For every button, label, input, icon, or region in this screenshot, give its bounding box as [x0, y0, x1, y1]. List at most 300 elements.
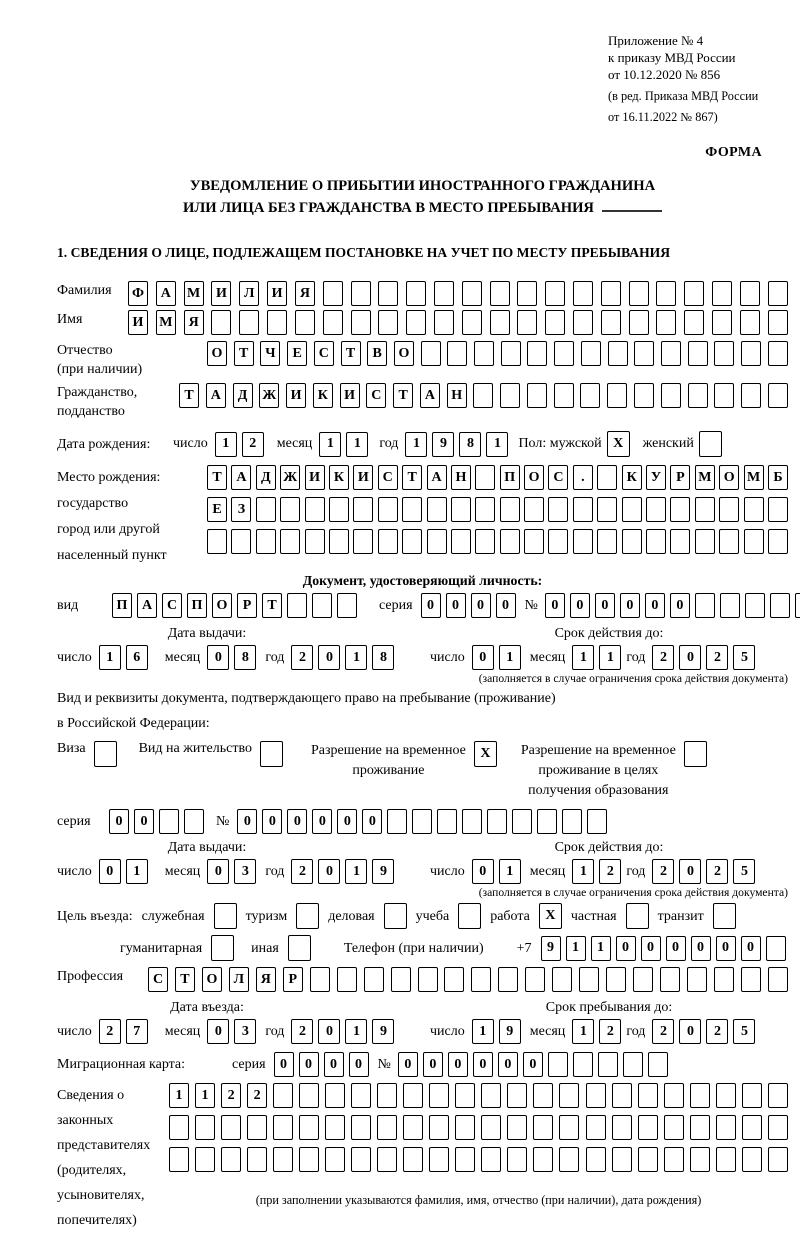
char-box[interactable] [444, 967, 464, 992]
char-box[interactable] [462, 809, 482, 834]
char-box[interactable] [612, 1147, 632, 1172]
char-box[interactable]: А [156, 281, 176, 306]
char-box[interactable] [742, 1083, 762, 1108]
char-box[interactable]: О [394, 341, 414, 366]
char-box[interactable] [601, 310, 621, 335]
char-box[interactable] [606, 967, 626, 992]
char-box[interactable] [221, 1115, 241, 1140]
char-box[interactable]: 0 [423, 1052, 443, 1077]
char-box[interactable] [490, 310, 510, 335]
char-box[interactable] [377, 1083, 397, 1108]
char-box[interactable]: К [329, 465, 349, 490]
char-box[interactable]: 0 [274, 1052, 294, 1077]
char-box[interactable]: 0 [741, 936, 761, 961]
char-box[interactable] [305, 529, 325, 554]
char-box[interactable] [475, 529, 495, 554]
char-box[interactable] [656, 310, 676, 335]
char-box[interactable] [403, 1115, 423, 1140]
char-box[interactable] [664, 1083, 684, 1108]
char-box[interactable] [481, 1147, 501, 1172]
char-box[interactable]: 0 [312, 809, 332, 834]
char-box[interactable] [169, 1115, 189, 1140]
checkbox-private[interactable] [626, 903, 649, 929]
char-box[interactable]: 0 [448, 1052, 468, 1077]
char-box[interactable]: 1 [499, 645, 521, 670]
char-box[interactable] [573, 310, 593, 335]
char-box[interactable]: Р [237, 593, 257, 618]
char-box[interactable] [427, 529, 447, 554]
char-box[interactable] [429, 1083, 449, 1108]
char-box[interactable]: 6 [126, 645, 148, 670]
char-box[interactable] [287, 593, 307, 618]
char-box[interactable]: 2 [652, 645, 674, 670]
char-box[interactable] [768, 967, 788, 992]
char-box[interactable]: И [267, 281, 287, 306]
char-box[interactable] [768, 1115, 788, 1140]
char-box[interactable]: 0 [679, 645, 701, 670]
char-box[interactable] [548, 529, 568, 554]
char-box[interactable] [462, 281, 482, 306]
char-box[interactable]: 0 [645, 593, 665, 618]
char-box[interactable] [481, 1083, 501, 1108]
char-box[interactable]: А [231, 465, 251, 490]
char-box[interactable] [684, 281, 704, 306]
char-box[interactable]: 2 [706, 1019, 728, 1044]
char-box[interactable]: В [367, 341, 387, 366]
char-box[interactable]: 1 [126, 859, 148, 884]
char-box[interactable]: С [378, 465, 398, 490]
char-box[interactable] [770, 593, 790, 618]
char-box[interactable] [427, 497, 447, 522]
char-box[interactable]: 5 [733, 859, 755, 884]
char-box[interactable] [768, 1147, 788, 1172]
char-box[interactable]: 0 [362, 809, 382, 834]
char-box[interactable]: П [500, 465, 520, 490]
char-box[interactable]: 2 [242, 432, 264, 457]
char-box[interactable] [740, 281, 760, 306]
char-box[interactable]: К [622, 465, 642, 490]
char-box[interactable] [690, 1147, 710, 1172]
char-box[interactable]: 1 [599, 645, 621, 670]
char-box[interactable]: Т [393, 383, 413, 408]
char-box[interactable] [325, 1083, 345, 1108]
char-box[interactable]: 0 [134, 809, 154, 834]
char-box[interactable] [573, 1052, 593, 1077]
char-box[interactable] [646, 497, 666, 522]
char-box[interactable]: Б [768, 465, 788, 490]
char-box[interactable]: 9 [541, 936, 561, 961]
char-box[interactable]: 2 [291, 1019, 313, 1044]
char-box[interactable] [429, 1115, 449, 1140]
char-box[interactable]: Е [287, 341, 307, 366]
char-box[interactable] [351, 310, 371, 335]
char-box[interactable] [475, 465, 495, 490]
char-box[interactable] [601, 281, 621, 306]
char-box[interactable] [323, 310, 343, 335]
char-box[interactable]: 0 [616, 936, 636, 961]
char-box[interactable]: Я [295, 281, 315, 306]
char-box[interactable] [490, 281, 510, 306]
char-box[interactable] [305, 497, 325, 522]
char-box[interactable]: 0 [398, 1052, 418, 1077]
char-box[interactable]: С [148, 967, 168, 992]
char-box[interactable] [742, 1115, 762, 1140]
char-box[interactable] [712, 310, 732, 335]
checkbox-temp-residence[interactable]: X [474, 741, 497, 767]
char-box[interactable] [351, 1083, 371, 1108]
char-box[interactable]: . [573, 465, 593, 490]
char-box[interactable] [548, 1052, 568, 1077]
char-box[interactable]: 5 [733, 1019, 755, 1044]
char-box[interactable]: И [305, 465, 325, 490]
char-box[interactable] [353, 529, 373, 554]
checkbox-visa[interactable] [94, 741, 117, 767]
char-box[interactable] [323, 281, 343, 306]
char-box[interactable] [581, 341, 601, 366]
char-box[interactable] [586, 1147, 606, 1172]
char-box[interactable]: 0 [299, 1052, 319, 1077]
char-box[interactable] [473, 383, 493, 408]
char-box[interactable] [406, 310, 426, 335]
checkbox-transit[interactable] [713, 903, 736, 929]
char-box[interactable] [169, 1147, 189, 1172]
char-box[interactable] [406, 281, 426, 306]
char-box[interactable]: А [206, 383, 226, 408]
char-box[interactable] [714, 341, 734, 366]
char-box[interactable]: 1 [345, 645, 367, 670]
char-box[interactable]: Я [256, 967, 276, 992]
char-box[interactable]: 2 [291, 645, 313, 670]
char-box[interactable] [507, 1147, 527, 1172]
char-box[interactable]: Д [256, 465, 276, 490]
char-box[interactable] [629, 310, 649, 335]
char-box[interactable]: И [286, 383, 306, 408]
char-box[interactable]: Р [670, 465, 690, 490]
char-box[interactable]: П [112, 593, 132, 618]
char-box[interactable] [184, 809, 204, 834]
char-box[interactable]: Т [341, 341, 361, 366]
char-box[interactable] [280, 529, 300, 554]
char-box[interactable] [451, 497, 471, 522]
char-box[interactable] [498, 967, 518, 992]
char-box[interactable]: 1 [215, 432, 237, 457]
char-box[interactable] [744, 529, 764, 554]
char-box[interactable]: И [128, 310, 148, 335]
char-box[interactable] [742, 1147, 762, 1172]
char-box[interactable]: П [187, 593, 207, 618]
char-box[interactable]: 0 [498, 1052, 518, 1077]
char-box[interactable] [455, 1115, 475, 1140]
char-box[interactable] [364, 967, 384, 992]
char-box[interactable] [559, 1147, 579, 1172]
char-box[interactable] [646, 529, 666, 554]
char-box[interactable] [475, 497, 495, 522]
char-box[interactable]: 2 [221, 1083, 241, 1108]
char-box[interactable] [687, 967, 707, 992]
char-box[interactable]: Т [175, 967, 195, 992]
char-box[interactable]: 2 [599, 859, 621, 884]
char-box[interactable] [664, 1147, 684, 1172]
char-box[interactable] [507, 1115, 527, 1140]
char-box[interactable] [695, 593, 715, 618]
char-box[interactable] [612, 1083, 632, 1108]
char-box[interactable] [525, 967, 545, 992]
char-box[interactable]: 9 [432, 432, 454, 457]
char-box[interactable]: Л [239, 281, 259, 306]
checkbox-residence-permit[interactable] [260, 741, 283, 767]
char-box[interactable] [597, 529, 617, 554]
char-box[interactable] [533, 1115, 553, 1140]
char-box[interactable]: 1 [572, 1019, 594, 1044]
char-box[interactable] [378, 529, 398, 554]
char-box[interactable]: 3 [234, 859, 256, 884]
checkbox-female[interactable] [699, 431, 722, 457]
char-box[interactable] [554, 383, 574, 408]
char-box[interactable] [195, 1115, 215, 1140]
char-box[interactable] [795, 593, 800, 618]
char-box[interactable]: 1 [169, 1083, 189, 1108]
char-box[interactable] [597, 465, 617, 490]
char-box[interactable] [337, 593, 357, 618]
char-box[interactable] [325, 1115, 345, 1140]
char-box[interactable]: Т [234, 341, 254, 366]
char-box[interactable] [256, 497, 276, 522]
char-box[interactable] [548, 497, 568, 522]
char-box[interactable] [684, 310, 704, 335]
char-box[interactable] [273, 1115, 293, 1140]
char-box[interactable] [429, 1147, 449, 1172]
char-box[interactable]: 2 [247, 1083, 267, 1108]
char-box[interactable] [337, 967, 357, 992]
char-box[interactable] [471, 967, 491, 992]
char-box[interactable]: О [524, 465, 544, 490]
char-box[interactable]: С [366, 383, 386, 408]
char-box[interactable]: 0 [324, 1052, 344, 1077]
checkbox-work[interactable]: X [539, 903, 562, 929]
char-box[interactable] [648, 1052, 668, 1077]
char-box[interactable] [527, 341, 547, 366]
char-box[interactable]: К [313, 383, 333, 408]
char-box[interactable] [768, 281, 788, 306]
char-box[interactable] [211, 310, 231, 335]
char-box[interactable] [299, 1115, 319, 1140]
char-box[interactable] [455, 1083, 475, 1108]
char-box[interactable]: А [137, 593, 157, 618]
char-box[interactable] [740, 310, 760, 335]
char-box[interactable]: 0 [207, 645, 229, 670]
char-box[interactable]: 0 [337, 809, 357, 834]
char-box[interactable]: 1 [499, 859, 521, 884]
char-box[interactable] [768, 1083, 788, 1108]
char-box[interactable]: 0 [471, 593, 491, 618]
char-box[interactable] [552, 967, 572, 992]
char-box[interactable]: 0 [99, 859, 121, 884]
char-box[interactable] [554, 341, 574, 366]
char-box[interactable] [745, 593, 765, 618]
char-box[interactable] [512, 809, 532, 834]
char-box[interactable]: У [646, 465, 666, 490]
char-box[interactable] [586, 1083, 606, 1108]
char-box[interactable]: 0 [446, 593, 466, 618]
checkbox-business[interactable] [384, 903, 407, 929]
char-box[interactable]: 0 [523, 1052, 543, 1077]
char-box[interactable]: М [156, 310, 176, 335]
char-box[interactable]: 1 [486, 432, 508, 457]
char-box[interactable] [661, 341, 681, 366]
char-box[interactable]: 0 [262, 809, 282, 834]
char-box[interactable] [280, 497, 300, 522]
char-box[interactable] [500, 529, 520, 554]
char-box[interactable] [351, 1115, 371, 1140]
char-box[interactable]: 9 [372, 1019, 394, 1044]
char-box[interactable] [638, 1115, 658, 1140]
char-box[interactable] [716, 1083, 736, 1108]
char-box[interactable]: 0 [473, 1052, 493, 1077]
char-box[interactable]: А [427, 465, 447, 490]
char-box[interactable] [524, 529, 544, 554]
char-box[interactable] [633, 967, 653, 992]
char-box[interactable]: М [695, 465, 715, 490]
char-box[interactable] [387, 809, 407, 834]
char-box[interactable] [559, 1115, 579, 1140]
char-box[interactable]: 7 [126, 1019, 148, 1044]
char-box[interactable]: С [548, 465, 568, 490]
checkbox-official[interactable] [214, 903, 237, 929]
char-box[interactable] [741, 967, 761, 992]
char-box[interactable]: М [744, 465, 764, 490]
char-box[interactable]: 9 [372, 859, 394, 884]
char-box[interactable] [329, 529, 349, 554]
char-box[interactable] [434, 310, 454, 335]
char-box[interactable]: 0 [287, 809, 307, 834]
char-box[interactable] [437, 809, 457, 834]
char-box[interactable]: 0 [318, 645, 340, 670]
char-box[interactable] [741, 383, 761, 408]
char-box[interactable] [462, 310, 482, 335]
char-box[interactable] [377, 1115, 397, 1140]
char-box[interactable]: 8 [372, 645, 394, 670]
char-box[interactable] [695, 529, 715, 554]
char-box[interactable]: Ч [260, 341, 280, 366]
char-box[interactable]: 0 [318, 859, 340, 884]
char-box[interactable] [481, 1115, 501, 1140]
char-box[interactable]: М [184, 281, 204, 306]
char-box[interactable] [559, 1083, 579, 1108]
char-box[interactable] [579, 967, 599, 992]
char-box[interactable] [239, 310, 259, 335]
char-box[interactable] [638, 1083, 658, 1108]
char-box[interactable] [660, 967, 680, 992]
char-box[interactable] [247, 1115, 267, 1140]
char-box[interactable] [597, 497, 617, 522]
char-box[interactable] [391, 967, 411, 992]
char-box[interactable]: О [207, 341, 227, 366]
checkbox-other[interactable] [288, 935, 311, 961]
char-box[interactable] [670, 497, 690, 522]
char-box[interactable] [720, 593, 740, 618]
char-box[interactable] [607, 383, 627, 408]
char-box[interactable] [768, 341, 788, 366]
char-box[interactable]: 0 [109, 809, 129, 834]
char-box[interactable] [207, 529, 227, 554]
char-box[interactable] [267, 310, 287, 335]
char-box[interactable] [527, 383, 547, 408]
char-box[interactable]: 0 [679, 1019, 701, 1044]
char-box[interactable] [517, 281, 537, 306]
char-box[interactable] [768, 310, 788, 335]
char-box[interactable] [622, 529, 642, 554]
char-box[interactable] [312, 593, 332, 618]
char-box[interactable] [573, 281, 593, 306]
char-box[interactable]: Д [233, 383, 253, 408]
char-box[interactable] [195, 1147, 215, 1172]
char-box[interactable] [221, 1147, 241, 1172]
char-box[interactable] [714, 383, 734, 408]
char-box[interactable]: Т [262, 593, 282, 618]
char-box[interactable]: И [340, 383, 360, 408]
char-box[interactable]: 2 [599, 1019, 621, 1044]
char-box[interactable] [768, 383, 788, 408]
char-box[interactable]: Ж [259, 383, 279, 408]
char-box[interactable]: Е [207, 497, 227, 522]
char-box[interactable] [695, 497, 715, 522]
char-box[interactable] [622, 497, 642, 522]
char-box[interactable]: 0 [496, 593, 516, 618]
char-box[interactable] [403, 1147, 423, 1172]
char-box[interactable]: 1 [346, 432, 368, 457]
char-box[interactable] [434, 281, 454, 306]
char-box[interactable] [608, 341, 628, 366]
char-box[interactable] [690, 1115, 710, 1140]
char-box[interactable] [670, 529, 690, 554]
char-box[interactable]: 0 [237, 809, 257, 834]
char-box[interactable]: О [212, 593, 232, 618]
char-box[interactable] [545, 310, 565, 335]
char-box[interactable] [598, 1052, 618, 1077]
char-box[interactable] [623, 1052, 643, 1077]
char-box[interactable]: Т [179, 383, 199, 408]
char-box[interactable]: 1 [345, 1019, 367, 1044]
char-box[interactable] [402, 529, 422, 554]
char-box[interactable] [451, 529, 471, 554]
char-box[interactable] [634, 383, 654, 408]
char-box[interactable] [329, 497, 349, 522]
char-box[interactable]: 0 [318, 1019, 340, 1044]
char-box[interactable] [377, 1147, 397, 1172]
char-box[interactable] [273, 1083, 293, 1108]
char-box[interactable] [719, 497, 739, 522]
char-box[interactable] [378, 497, 398, 522]
char-box[interactable] [247, 1147, 267, 1172]
char-box[interactable]: 1 [572, 645, 594, 670]
char-box[interactable] [690, 1083, 710, 1108]
char-box[interactable] [403, 1083, 423, 1108]
char-box[interactable] [537, 809, 557, 834]
checkbox-temp-residence-edu[interactable] [684, 741, 707, 767]
char-box[interactable]: Я [184, 310, 204, 335]
char-box[interactable]: 2 [99, 1019, 121, 1044]
char-box[interactable]: 0 [349, 1052, 369, 1077]
char-box[interactable] [447, 341, 467, 366]
char-box[interactable] [295, 310, 315, 335]
char-box[interactable] [500, 383, 520, 408]
char-box[interactable] [716, 1115, 736, 1140]
char-box[interactable] [656, 281, 676, 306]
char-box[interactable] [231, 529, 251, 554]
char-box[interactable] [533, 1147, 553, 1172]
char-box[interactable] [768, 529, 788, 554]
char-box[interactable] [517, 310, 537, 335]
